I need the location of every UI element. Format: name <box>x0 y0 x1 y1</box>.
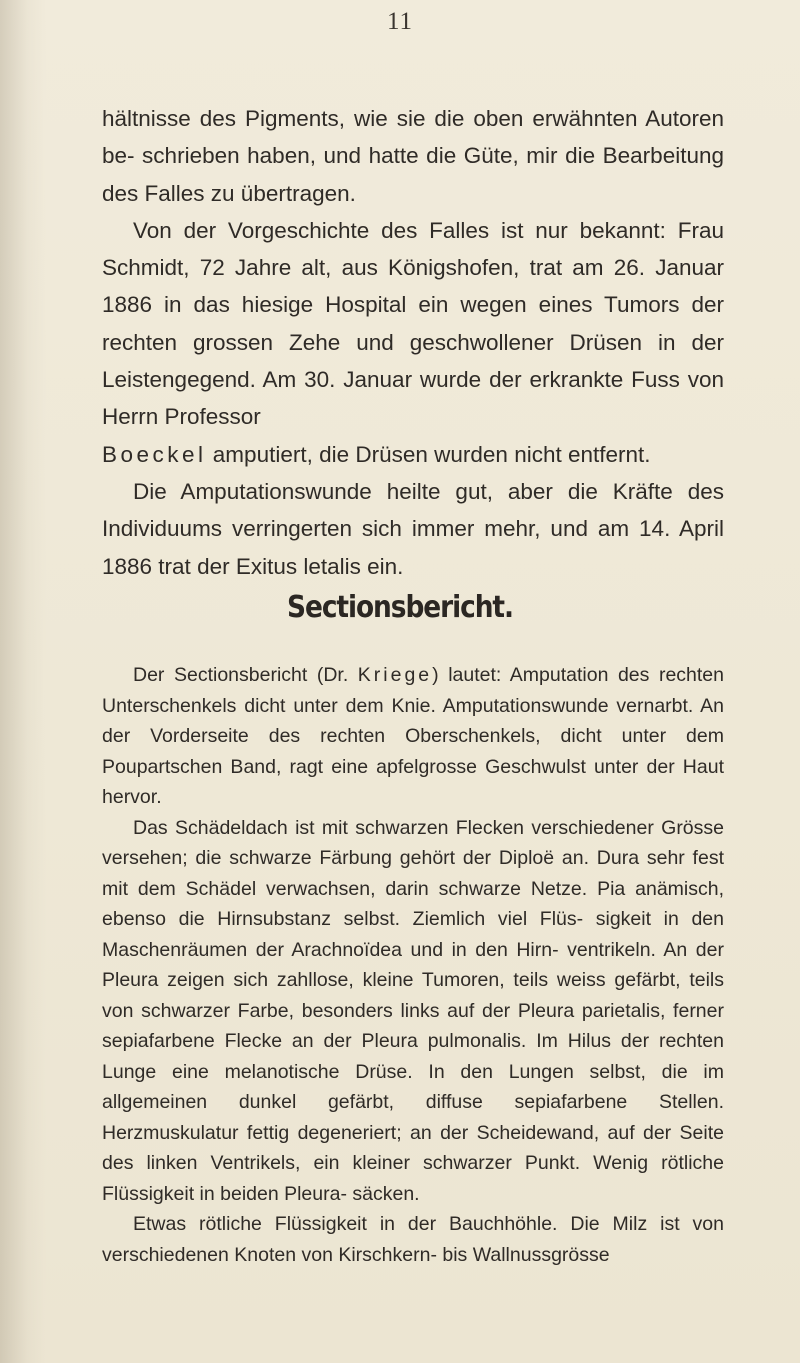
intro-text-block <box>102 100 724 585</box>
intro-paragraph-2-end: amputiert, die Drüsen wurden nicht entfernt. <box>206 441 651 467</box>
intro-paragraph-2-text: Von der Vorgeschichte des Falles ist nur bekannt: Frau Schmidt, 72 Jahre alt, aus Königshofen, trat am 26. Januar 1886 in das hiesige Hospital ein wegen eines Tumors der rechten grossen Zehe und geschwollener Drüsen in der Leistengegend. Am 30. Januar wurde der erkrankte Fuss von Herrn Professor <box>102 217 724 430</box>
professor-name: Boeckel <box>102 441 207 467</box>
report-paragraph-1-start: Der Sectionsbericht (Dr. <box>133 664 358 686</box>
report-paragraph-3: Etwas rötliche Flüssigkeit in der Bauchhöhle. Die Milz ist von verschiedenen Knoten von Kirschkern- bis Wallnussgrösse <box>102 1213 724 1266</box>
report-paragraph-1 <box>102 660 724 813</box>
report-text-block <box>102 660 724 1270</box>
report-paragraph-1-rest: ) lautet: Amputation des rechten Unterschenkels dicht unter dem Knie. Amputationswunde vernarbt. An der Vorderseite des rechten Oberschenkels, dicht unter dem Poupartschen Band, ragt eine apfelgrosse Geschwulst unter der Haut hervor. <box>102 664 724 808</box>
page-number: 11 <box>386 8 414 35</box>
intro-paragraph-1: hältnisse des Pigments, wie sie die oben erwähnten Autoren be- schrieben haben, und hatte die Güte, mir die Bearbeitung des Falles zu übertragen. <box>102 106 724 206</box>
report-paragraph-2: Das Schädeldach ist mit schwarzen Flecken verschiedener Grösse versehen; die schwarze Färbung gehört der Diploë an. Dura sehr fest mit dem Schädel verwachsen, darin schwarze Netze. Pia anämisch, ebenso die Hirnsubstanz selbst. Ziemlich viel Flüs- sigkeit in den Maschenräumen der Arachnoïdea und in den Hirn- ventrikeln. An der Pleura zeigen sich zahllose, kleine Tumoren, teils weiss gefärbt, teils von schwarzer Farbe, besonders links auf der Pleura parietalis, ferner sepiafarbene Flecke an der Pleura pulmonalis. Im Hilus der rechten Lunge eine melanotische Drüse. In den Lungen selbst, die im allgemeinen dunkel gefärbt, diffuse sepiafarbene Stellen. Herzmuskulatur fettig degeneriert; an der Scheidewand, auf der Seite des linken Ventrikels, ein kleiner schwarzer Punkt. Wenig rötliche Flüssigkeit in beiden Pleura- säcken. <box>102 816 724 1205</box>
section-heading: Sectionsbericht. <box>287 590 513 625</box>
intro-paragraph-2 <box>102 212 724 473</box>
binding-shadow <box>0 0 46 1363</box>
intro-paragraph-3: Die Amputationswunde heilte gut, aber die Kräfte des Individuums verringerten sich immer mehr, und am 14. April 1886 trat der Exitus letalis ein. <box>102 478 724 579</box>
doctor-name: Kriege <box>357 664 433 686</box>
